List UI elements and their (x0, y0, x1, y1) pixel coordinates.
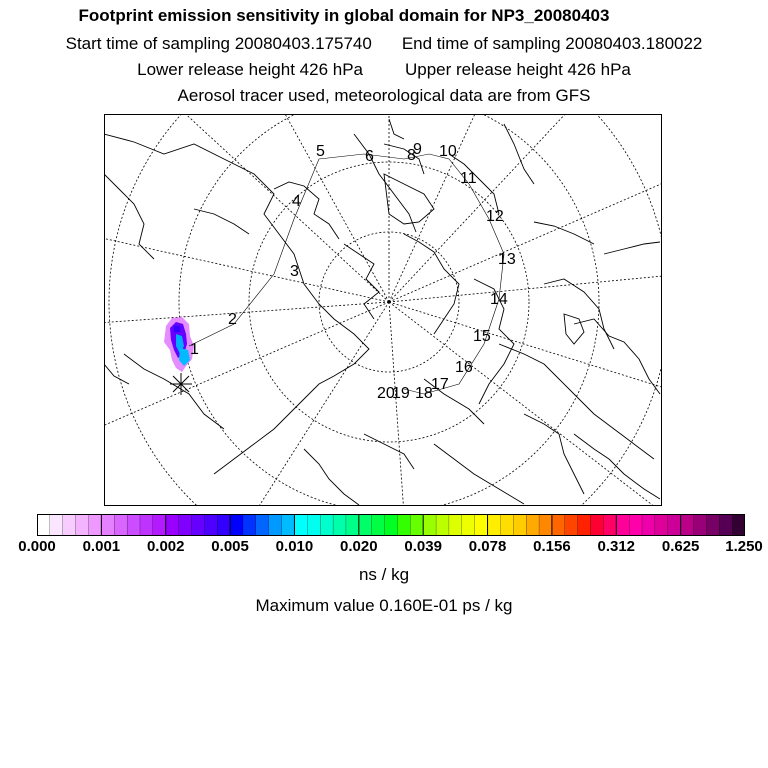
colorbar-cell (88, 514, 101, 536)
colorbar-tick-label: 0.078 (468, 538, 507, 555)
day-label: 15 (473, 328, 491, 345)
colorbar-cell (179, 514, 192, 536)
colorbar-cell (359, 514, 372, 536)
colorbar-cell (294, 514, 307, 536)
colorbar-cell (513, 514, 526, 536)
colorbar-cell (565, 514, 578, 536)
tracer-info: Aerosol tracer used, meteorological data are from GFS (177, 86, 591, 105)
day-label: 2 (228, 311, 237, 328)
release-height-line (0, 60, 768, 80)
colorbar-cell (140, 514, 153, 536)
colorbar-cell (37, 514, 50, 536)
map-frame (105, 115, 662, 506)
colorbar-cell (668, 514, 681, 536)
day-label: 20 (377, 385, 395, 402)
colorbar-cell (217, 514, 230, 536)
colorbar-cell (204, 514, 217, 536)
colorbar-cell (462, 514, 475, 536)
colorbar-tick-label: 0.020 (340, 538, 378, 555)
colorbar-cell (63, 514, 76, 536)
colorbar-cell (410, 514, 423, 536)
sampling-time-line (0, 34, 768, 54)
day-label: 3 (290, 263, 299, 280)
colorbar-cell (616, 514, 629, 536)
colorbar-cell (436, 514, 449, 536)
colorbar-units: ns / kg (358, 565, 410, 584)
colorbar-tick-label: 0.156 (533, 538, 571, 555)
day-label: 8 (407, 147, 416, 164)
day-label: 6 (365, 148, 374, 165)
colorbar-cell (681, 514, 694, 536)
day-label: 11 (460, 170, 477, 187)
end-time: End time of sampling 20080403.180022 (401, 34, 703, 53)
colorbar-cell (320, 514, 333, 536)
maximum-value: Maximum value 0.160E-01 ps / kg (255, 596, 513, 615)
upper-release-height: Upper release height 426 hPa (405, 60, 631, 79)
colorbar-cell (372, 514, 385, 536)
colorbar-cell (732, 514, 745, 536)
colorbar-tick-label: 0.002 (146, 538, 185, 555)
colorbar-cell (385, 514, 398, 536)
colorbar-cell (127, 514, 140, 536)
receptor-marker (170, 373, 192, 395)
colorbar-tick-label: 0.039 (404, 538, 442, 555)
colorbar-cell (269, 514, 282, 536)
day-label: 19 (392, 385, 410, 402)
colorbar-cell (256, 514, 269, 536)
day-label: 16 (455, 359, 473, 376)
colorbar-cell (591, 514, 604, 536)
colorbar-cell (153, 514, 166, 536)
colorbar (37, 514, 745, 536)
colorbar-cell (243, 514, 256, 536)
colorbar-tick-label: 0.625 (661, 538, 700, 555)
colorbar-cell (50, 514, 63, 536)
colorbar-cell (603, 514, 616, 536)
colorbar-cell (694, 514, 707, 536)
day-label: 4 (292, 193, 301, 210)
day-label: 14 (490, 291, 508, 308)
colorbar-cell (552, 514, 565, 536)
day-label: 18 (415, 385, 433, 402)
colorbar-cell (488, 514, 501, 536)
colorbar-tick-label: 1.250 (725, 538, 763, 555)
map-title: Footprint emission sensitivity in global domain for NP3_20080403 (78, 6, 610, 25)
day-label: 9 (413, 141, 422, 158)
colorbar-cell (526, 514, 539, 536)
colorbar-cell (76, 514, 89, 536)
colorbar-cell (642, 514, 655, 536)
colorbar-cell (500, 514, 513, 536)
colorbar-cell (166, 514, 179, 536)
colorbar-cell (655, 514, 668, 536)
colorbar-cell (423, 514, 436, 536)
day-label: 13 (498, 251, 516, 268)
colorbar-cell (475, 514, 488, 536)
colorbar-cell (282, 514, 295, 536)
day-label: 1 (190, 341, 199, 358)
day-label: 17 (431, 376, 449, 393)
day-label: 12 (486, 208, 504, 225)
colorbar-tick-label: 0.000 (18, 538, 56, 555)
colorbar-cell (397, 514, 410, 536)
colorbar-tick-label: 0.001 (82, 538, 121, 555)
colorbar-cell (719, 514, 732, 536)
colorbar-cell (539, 514, 552, 536)
colorbar-cell (307, 514, 320, 536)
lower-release-height: Lower release height 426 hPa (137, 60, 363, 79)
day-label: 5 (316, 143, 325, 160)
colorbar-cell (230, 514, 243, 536)
colorbar-cell (333, 514, 346, 536)
colorbar-tick-label: 0.005 (211, 538, 249, 555)
colorbar-tick-label: 0.312 (597, 538, 636, 555)
colorbar-cell (191, 514, 204, 536)
start-time: Start time of sampling 20080403.175740 (65, 34, 372, 53)
colorbar-cell (346, 514, 359, 536)
colorbar-cell (706, 514, 719, 536)
colorbar-cell (449, 514, 462, 536)
colorbar-cell (114, 514, 127, 536)
colorbar-cell (101, 514, 114, 536)
colorbar-cell (629, 514, 642, 536)
day-label: 10 (439, 143, 457, 160)
polar-map (104, 114, 664, 507)
colorbar-tick-label: 0.010 (275, 538, 314, 555)
colorbar-cell (578, 514, 591, 536)
